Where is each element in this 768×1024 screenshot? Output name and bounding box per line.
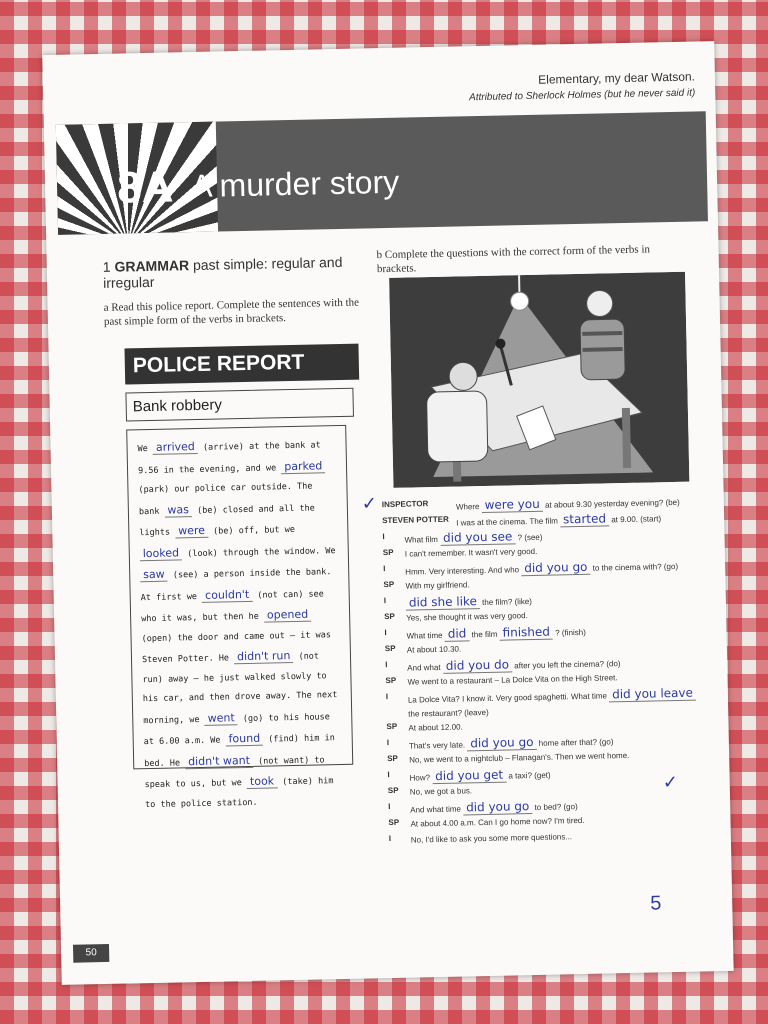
epigraph [469, 69, 696, 103]
printed-text: to bed? (go) [532, 802, 578, 813]
speaker-label: SP [383, 579, 395, 590]
printed-text: I was at the cinema. The film [456, 516, 561, 528]
speaker-label: I [382, 532, 385, 542]
section-label: GRAMMAR [114, 257, 190, 275]
handwritten-answer: opened [264, 608, 311, 623]
police-report-text [126, 425, 353, 810]
handwritten-answer: did you get [432, 768, 506, 785]
police-report-header: POLICE REPORT [124, 344, 359, 385]
section-number: 1 [102, 258, 111, 275]
printed-text: At about 12.00. [408, 722, 463, 733]
report-text: (park) our police car outside. The bank [138, 481, 313, 517]
printed-text: the restaurant? (leave) [408, 707, 489, 719]
printed-text: at 9.00. (start) [608, 514, 662, 525]
report-text: (find) him in bed. He [144, 733, 335, 769]
speaker-label: SP [388, 817, 400, 828]
speaker-label: SP [384, 643, 396, 654]
speaker-label: I [385, 660, 388, 670]
printed-text: No, we went to a nightclub – Flanagan's. Then we went home. [409, 751, 630, 765]
handwritten-answer: finished [499, 625, 553, 641]
report-subtitle: Bank robbery [125, 388, 354, 422]
report-text: (open) the door and came out – it was Steven Potter. He [141, 629, 332, 666]
quote-text: Elementary, my dear Watson. [538, 69, 696, 87]
report-text: (be) off, but we [207, 524, 296, 537]
handwritten-answer: saw [140, 568, 168, 583]
unit-banner [56, 111, 708, 235]
printed-text: No, I'd like to ask you some more questions... [410, 832, 573, 845]
interrogation-illustration [389, 272, 689, 488]
printed-text: I can't remember. It wasn't very good. [404, 546, 538, 559]
handwritten-answer: were [175, 524, 208, 539]
report-text: (be) closed and all the lights [139, 503, 315, 539]
report-text: We [137, 443, 154, 455]
printed-text: the film? (like) [479, 597, 533, 608]
handwritten-answer: didn't want [185, 753, 253, 768]
handwritten-answer: was [164, 503, 192, 518]
speaker-label: I [385, 692, 389, 702]
printed-text: Hmm. Very interesting. And who [405, 565, 522, 577]
printed-text: to the cinema with? (go) [590, 561, 679, 573]
report-text: (take) him to the police station. [144, 776, 334, 810]
handwritten-answer: started [560, 511, 609, 527]
handwritten-answer: did you see [440, 529, 516, 546]
speaker-label: SP [387, 785, 399, 796]
printed-text: ? (see) [515, 532, 543, 543]
printed-text: At about 10.30. [406, 644, 462, 655]
handwritten-answer: couldn't [202, 587, 252, 602]
workbook-page [42, 41, 733, 985]
printed-text: What time [406, 630, 445, 641]
speaker-label: SP [385, 675, 397, 686]
unit-number: 8A [116, 162, 174, 213]
handwritten-answer: did you leave [609, 686, 696, 703]
handwritten-answer: took [247, 774, 277, 789]
section-topic: past simple: regular and irregular [102, 253, 343, 291]
handwritten-answer: did you do [443, 657, 513, 673]
handwritten-answer: did you go [467, 735, 537, 751]
handwritten-answer: did you go [463, 799, 533, 815]
handwritten-answer: arrived [153, 440, 198, 455]
printed-text: a taxi? (get) [506, 770, 551, 781]
check-mark-1: ✓ [361, 493, 378, 514]
instruction-b: b Complete the questions with the correct form of the verbs in brackets. [376, 243, 651, 276]
printed-text: How? [409, 773, 433, 783]
speaker-label: I [388, 834, 392, 844]
check-mark-2: ✓ [662, 771, 679, 793]
report-text: (not run) away – he just walked slowly to his car, and then drove away. The next morning, we [142, 651, 338, 726]
report-text: (look) through the window. We [181, 545, 336, 559]
speaker-label: STEVEN POTTER [382, 514, 449, 526]
printed-text: ? (finish) [552, 627, 586, 638]
handwritten-answer: did [445, 626, 470, 642]
handwritten-answer: went [205, 711, 238, 726]
handwritten-answer: looked [140, 546, 183, 561]
printed-text: Yes, she thought it was very good. [406, 611, 528, 623]
printed-text: And what time [410, 804, 464, 815]
handwritten-answer: did she like [406, 594, 480, 611]
speaker-label: I [383, 564, 386, 574]
instruction-a: a Read this police report. Complete the sentences with the past simple form of the verbs in brackets. [103, 296, 360, 328]
speaker-label: I [383, 596, 387, 606]
speaker-label: SP [384, 611, 395, 622]
printed-text: At about 4.00 a.m. Can I go home now? I'm tired. [410, 815, 585, 829]
unit-title: A murder story [190, 163, 400, 205]
report-text: (arrive) at the bank at 9.56 in the evening, and we [137, 440, 321, 476]
handwritten-answer: didn't run [234, 649, 294, 664]
printed-text: What film [404, 534, 441, 545]
interview-dialogue [382, 493, 709, 850]
speaker-label: I [386, 738, 390, 748]
handwritten-answer: found [225, 732, 263, 747]
speaker-label: I [384, 628, 387, 638]
printed-text: after you left the cinema? (do) [511, 659, 621, 671]
speaker-label: I [387, 770, 390, 780]
printed-text: That's very late. [408, 740, 468, 751]
section-heading [103, 253, 364, 290]
handwritten-answer: parked [281, 459, 325, 474]
printed-text: La Dolce Vita? I know it. Very good spaghetti. What time [407, 691, 610, 705]
printed-text: at about 9.30 yesterday evening? (be) [542, 497, 680, 510]
handwritten-answer: did you go [521, 560, 591, 576]
report-text: (not want) to speak to us, but we [144, 754, 325, 791]
report-text: (go) to his house at 6.00 a.m. We [143, 711, 330, 748]
printed-text: And what [407, 662, 443, 673]
score-mark: 5 [650, 892, 662, 915]
page-number: 50 [73, 944, 109, 963]
printed-text: No, we got a bus. [409, 786, 473, 797]
speaker-label: SP [386, 721, 398, 732]
printed-text: home after that? (go) [536, 737, 614, 748]
quote-attribution: Attributed to Sherlock Holmes (but he never said it) [468, 87, 696, 104]
printed-text: With my girlfriend. [405, 580, 470, 591]
printed-text: We went to a restaurant – La Dolce Vita on the High Street. [407, 673, 618, 687]
report-text: (see) a person inside the bank. At first we [140, 567, 332, 603]
left-column [102, 253, 374, 810]
printed-text: the film [469, 629, 500, 640]
speaker-label: SP [387, 753, 398, 764]
handwritten-answer: were you [482, 497, 543, 513]
speaker-label: I [388, 802, 391, 812]
speaker-label: INSPECTOR [381, 499, 429, 510]
report-text: (not can) see who it was, but then he [141, 588, 324, 625]
printed-text: Where [455, 502, 482, 512]
speaker-label: SP [382, 547, 394, 558]
